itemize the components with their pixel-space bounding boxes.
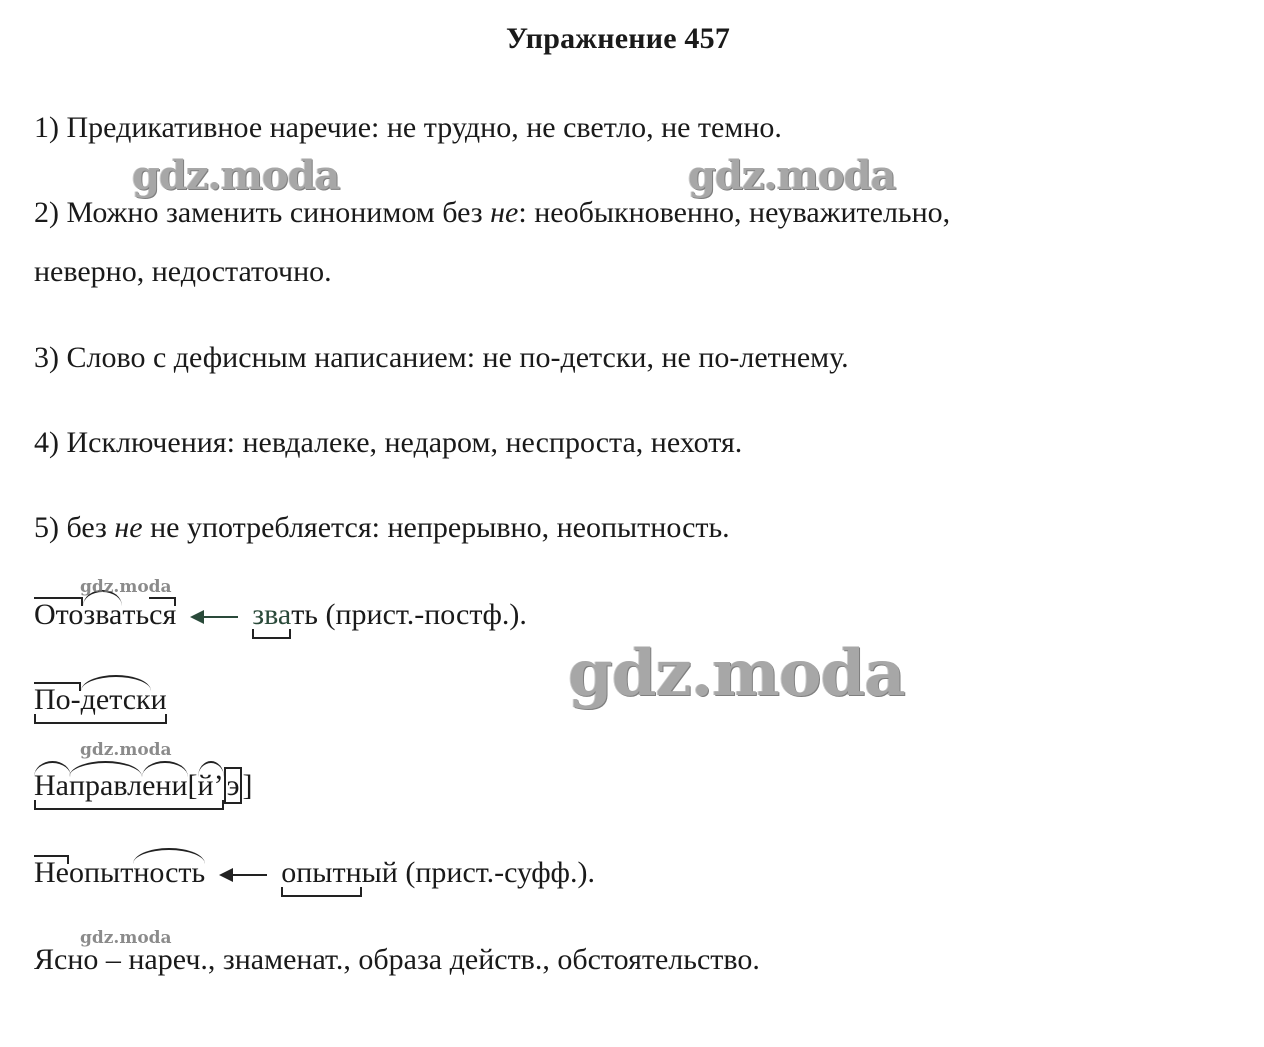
item-1 xyxy=(34,110,782,146)
prefix: Ото xyxy=(34,598,84,631)
item-text-pre: без xyxy=(59,511,115,544)
item-text-post: не употребляется: непрерывно, неопытность. xyxy=(142,511,730,544)
source-end-text: ть xyxy=(291,598,318,631)
yot-text: й’ xyxy=(197,769,224,802)
root xyxy=(69,768,142,804)
prefix-text: На xyxy=(34,769,69,802)
root-text: правл xyxy=(68,769,143,802)
watermark-logo: gdz.moda xyxy=(688,152,896,199)
bracket-open: [ xyxy=(187,769,198,802)
base xyxy=(34,682,167,718)
ending-box: э xyxy=(224,767,243,804)
suffix xyxy=(133,855,205,891)
suffix-text: ность xyxy=(133,856,206,889)
watermark-logo: gdz.moda xyxy=(568,636,905,711)
item-text: Предикативное наречие: не трудно, не светло, не темно. xyxy=(59,111,782,144)
watermark-logo: gdz.moda xyxy=(80,740,172,760)
postfix: ся xyxy=(149,598,177,631)
derivation-note: (прист.-постф.). xyxy=(317,598,527,631)
root-arc xyxy=(81,675,151,691)
source-end-text: ый xyxy=(361,856,398,889)
suffix-text: ени xyxy=(142,769,188,802)
item-text-italic: не xyxy=(490,196,519,229)
prefix-arc xyxy=(34,761,71,777)
item-number: 1) xyxy=(34,111,59,144)
prefix: Не xyxy=(34,856,69,889)
page-title: Упражнение 457 xyxy=(505,22,731,55)
suffix-arc xyxy=(142,761,187,777)
source-base xyxy=(281,855,361,891)
item-2-continuation: неверно, недостаточно. xyxy=(34,255,332,288)
item-text: Исключения: невдалеке, недаром, неспроста, нехотя. xyxy=(59,426,743,459)
morph-po-detski xyxy=(34,682,167,718)
ending xyxy=(122,597,149,633)
root xyxy=(69,855,133,891)
item-number: 2) xyxy=(34,196,59,229)
watermark-logo: gdz.moda xyxy=(132,152,340,199)
morph-otozvatsya xyxy=(34,597,527,633)
root xyxy=(81,682,151,718)
watermark-logo: gdz.moda xyxy=(80,577,172,597)
source-base xyxy=(252,597,291,633)
yot xyxy=(198,768,224,804)
item-5 xyxy=(34,510,730,546)
suffix-text: и xyxy=(150,683,167,716)
item-number: 5) xyxy=(34,511,59,544)
prefix: По- xyxy=(34,683,81,716)
derivation-note: (прист.-суфф.). xyxy=(397,856,595,889)
suffix-arc xyxy=(133,848,205,864)
item-text-italic: не xyxy=(114,511,143,544)
yot-arc xyxy=(198,761,224,777)
root-text: детск xyxy=(80,683,151,716)
item-2 xyxy=(34,195,950,231)
item-text-pre: Можно заменить синонимом без xyxy=(59,196,491,229)
source-root-text: зва xyxy=(252,598,292,631)
base-bracket xyxy=(252,629,291,639)
item-text: Слово с дефисным написанием: не по-детски, не по-летнему. xyxy=(59,341,849,374)
root-text: зва xyxy=(83,598,123,631)
source-root-text: опыт xyxy=(281,856,346,889)
suffix xyxy=(142,768,187,804)
bracket-close: ] xyxy=(242,769,253,802)
source-suffix-text: н xyxy=(345,856,362,889)
item-number: 3) xyxy=(34,341,59,374)
item-text-post: : необыкновенно, неуважительно, xyxy=(518,196,951,229)
root-arc xyxy=(69,761,142,777)
item-number: 4) xyxy=(34,426,59,459)
base-bracket xyxy=(281,887,361,897)
morph-napravleniye xyxy=(34,768,252,804)
morph-yasno: Ясно – нареч., знаменат., образа действ., обстоятельство. xyxy=(34,943,760,976)
root-text: опыт xyxy=(68,856,134,889)
prefix xyxy=(34,768,69,804)
morph-neopytnost xyxy=(34,855,595,891)
base xyxy=(34,768,224,804)
derivation-arrow xyxy=(190,612,238,622)
ending-text: ть xyxy=(122,598,150,631)
derivation-arrow xyxy=(219,870,267,880)
item-3 xyxy=(34,340,849,376)
watermark-logo: gdz.moda xyxy=(80,928,172,948)
root xyxy=(83,597,122,633)
item-4 xyxy=(34,425,742,461)
